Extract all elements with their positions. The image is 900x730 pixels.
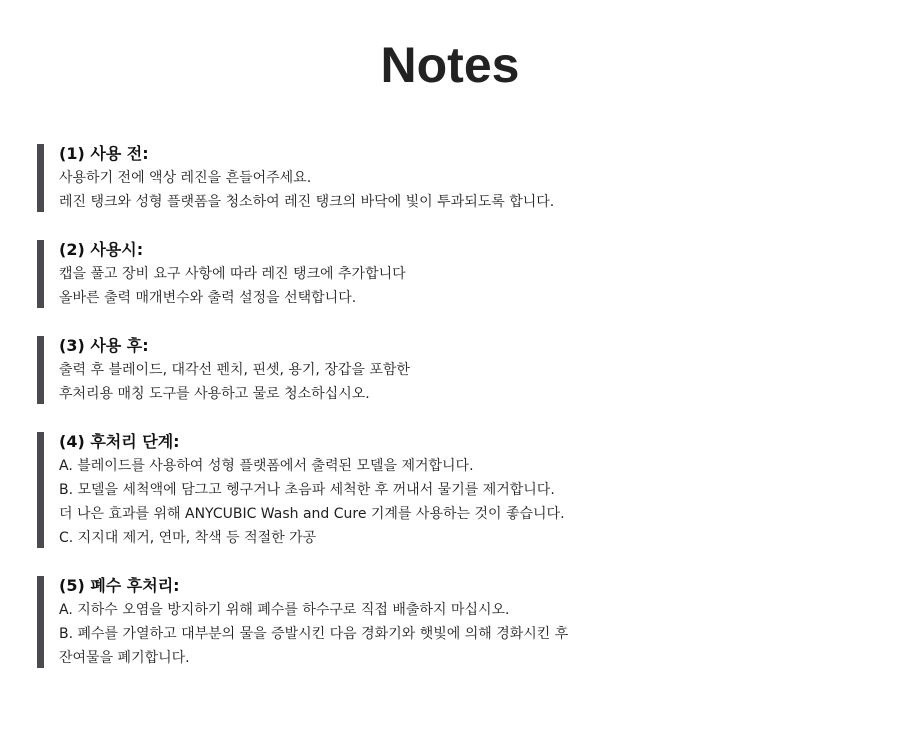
note-title: (4) 후처리 단계:	[59, 432, 180, 451]
note-title: (3) 사용 후:	[59, 336, 149, 355]
note-line: A. 블레이드를 사용하여 성형 플랫폼에서 출력된 모델을 제거합니다.	[59, 458, 474, 474]
note-during-use	[37, 238, 857, 310]
note-title: (2) 사용시:	[59, 240, 144, 259]
page-title: Notes	[380, 37, 520, 93]
note-post-processing	[37, 430, 857, 550]
note-line: C. 지지대 제거, 연마, 착색 등 적절한 가공	[59, 530, 317, 546]
note-line: 레진 탱크와 성형 플랫폼을 청소하여 레진 탱크의 바닥에 빛이 투과되도록 합니다.	[59, 194, 555, 210]
note-accent-bar	[37, 576, 44, 668]
note-line: 잔여물을 폐기합니다.	[59, 650, 190, 666]
note-wastewater	[37, 574, 857, 670]
note-line: 올바른 출력 매개변수와 출력 설정을 선택합니다.	[59, 290, 357, 306]
note-line: 캡을 풀고 장비 요구 사항에 따라 레진 탱크에 추가합니다	[59, 266, 406, 282]
note-title: (5) 폐수 후처리:	[59, 576, 180, 595]
note-line: 출력 후 블레이드, 대각선 펜치, 핀셋, 용기, 장갑을 포함한	[59, 362, 410, 378]
note-title: (1) 사용 전:	[59, 144, 149, 163]
note-accent-bar	[37, 144, 44, 212]
note-line: B. 폐수를 가열하고 대부분의 물을 증발시킨 다음 경화기와 햇빛에 의해 경화시킨 후	[59, 626, 569, 642]
note-line: 더 나은 효과를 위해 ANYCUBIC Wash and Cure 기계를 사용하는 것이 좋습니다.	[59, 506, 565, 522]
note-before-use	[37, 142, 857, 214]
notes-list	[37, 142, 857, 694]
note-after-use	[37, 334, 857, 406]
note-accent-bar	[37, 240, 44, 308]
note-line: B. 모델을 세척액에 담그고 헹구거나 초음파 세척한 후 꺼내서 물기를 제거합니다.	[59, 482, 555, 498]
note-line: 사용하기 전에 액상 레진을 흔들어주세요.	[59, 170, 312, 186]
note-line: 후처리용 매칭 도구를 사용하고 물로 청소하십시오.	[59, 386, 370, 402]
note-line: A. 지하수 오염을 방지하기 위해 폐수를 하수구로 직접 배출하지 마십시오.	[59, 602, 510, 618]
note-accent-bar	[37, 336, 44, 404]
note-accent-bar	[37, 432, 44, 548]
